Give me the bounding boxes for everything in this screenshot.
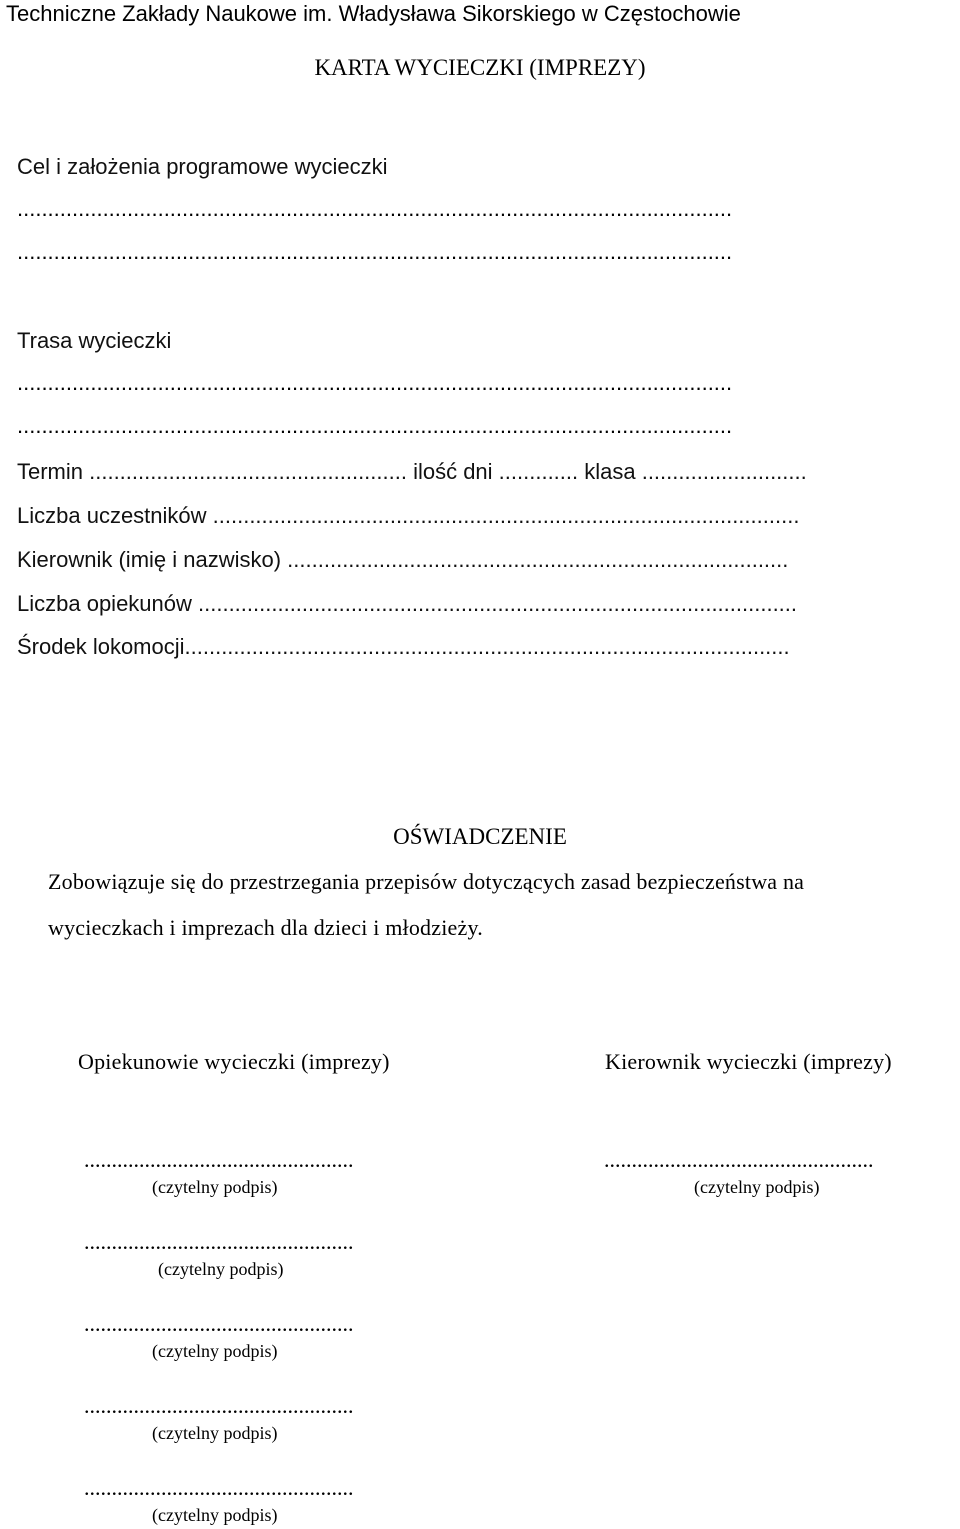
- caretaker-signature-line-1[interactable]: .................................................: [84, 1147, 354, 1172]
- term-line[interactable]: Termin .................................................... ilość dni ............. klasa ...........................: [17, 459, 807, 484]
- statement-text-line-2: wycieczkach i imprezach dla dzieci i młodzieży.: [48, 915, 483, 940]
- leader-signature-line[interactable]: .................................................: [604, 1147, 874, 1172]
- caretakers-signatures-heading: Opiekunowie wycieczki (imprezy): [78, 1049, 390, 1074]
- school-header: Techniczne Zakłady Naukowe im. Władysława Sikorskiego w Częstochowie: [6, 1, 741, 26]
- route-label: Trasa wycieczki: [17, 328, 172, 353]
- caretaker-signature-line-2[interactable]: .................................................: [84, 1229, 354, 1254]
- caretakers-count-line[interactable]: Liczba opiekunów ..................................................................................................: [17, 591, 798, 616]
- caretaker-signature-caption-1: (czytelny podpis): [152, 1177, 278, 1197]
- transport-line[interactable]: Środek lokomocji...................................................................................................: [17, 634, 790, 659]
- route-fill-line-2[interactable]: .....................................................................................................................: [17, 413, 733, 438]
- form-title: KARTA WYCIECZKI (IMPREZY): [314, 55, 646, 80]
- statement-title: OŚWIADCZENIE: [393, 824, 567, 849]
- leader-signature-caption: (czytelny podpis): [694, 1177, 820, 1197]
- participants-count-line[interactable]: Liczba uczestników ................................................................................................: [17, 503, 800, 528]
- caretaker-signature-caption-5: (czytelny podpis): [152, 1505, 278, 1525]
- caretaker-signature-caption-4: (czytelny podpis): [152, 1423, 278, 1443]
- leader-signature-heading: Kierownik wycieczki (imprezy): [605, 1049, 892, 1074]
- caretaker-signature-caption-2: (czytelny podpis): [158, 1259, 284, 1279]
- caretaker-signature-caption-3: (czytelny podpis): [152, 1341, 278, 1361]
- goal-fill-line-1[interactable]: .....................................................................................................................: [17, 196, 733, 221]
- goal-fill-line-2[interactable]: .....................................................................................................................: [17, 239, 733, 264]
- statement-text-line-1: Zobowiązuje się do przestrzegania przepisów dotyczących zasad bezpieczeństwa na: [48, 869, 805, 894]
- route-fill-line-1[interactable]: .....................................................................................................................: [17, 370, 733, 395]
- leader-name-line[interactable]: Kierownik (imię i nazwisko) ..................................................................................: [17, 547, 789, 572]
- caretaker-signature-line-4[interactable]: .................................................: [84, 1393, 354, 1418]
- goal-label: Cel i założenia programowe wycieczki: [17, 154, 388, 179]
- caretaker-signature-line-5[interactable]: .................................................: [84, 1475, 354, 1500]
- caretaker-signature-line-3[interactable]: .................................................: [84, 1311, 354, 1336]
